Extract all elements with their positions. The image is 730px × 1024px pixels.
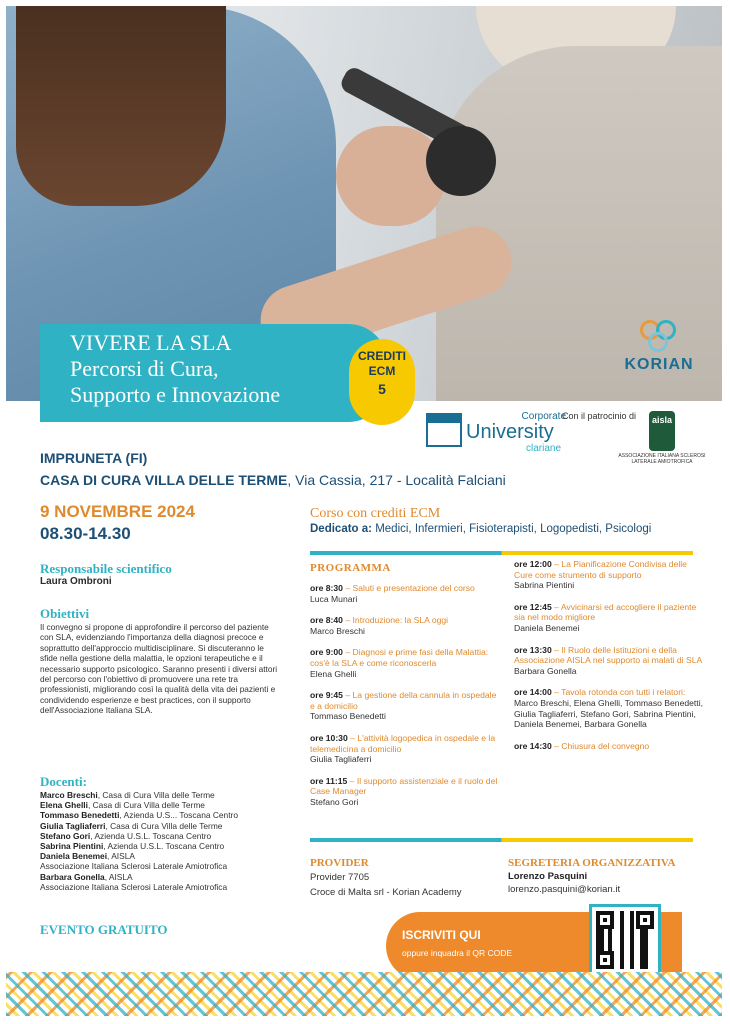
korian-name: KORIAN bbox=[624, 356, 694, 373]
programme-item: ore 11:15 – Il supporto assistenziale e il ruolo del Case Manager Stefano Gori bbox=[310, 775, 498, 807]
docente-item: Barbara Gonella, AISLA bbox=[40, 871, 133, 882]
dumbbell-weight bbox=[426, 126, 496, 196]
aisla-mark: aisla bbox=[649, 411, 675, 451]
responsabile-name: Laura Ombroni bbox=[40, 576, 112, 587]
register-qr-hint: oppure inquadra il QR CODE bbox=[402, 948, 513, 958]
course-title: Corso con crediti ECM bbox=[310, 506, 441, 521]
programme-item: ore 9:00 – Diagnosi e prime fasi della Malattia: cos'è la SLA e come riconoscerla Elena Ghelli bbox=[310, 647, 489, 679]
credits-value: 5 bbox=[378, 381, 386, 397]
docenti-title: Docenti: bbox=[40, 774, 87, 789]
title-line-1: VIVERE LA SLA bbox=[70, 330, 232, 355]
docente-item: Stefano Gori, Azienda U.S.L. Toscana Centro bbox=[40, 830, 212, 841]
korian-logo bbox=[604, 318, 714, 374]
ecm-credits-badge bbox=[349, 339, 415, 425]
programme-left-column bbox=[310, 583, 500, 819]
venue-city: IMPRUNETA (FI) bbox=[40, 450, 148, 466]
docente-item: Tommaso Benedetti, Azienda U.S... Toscana Centro bbox=[40, 810, 238, 821]
divider-bottom bbox=[310, 838, 693, 842]
secretariat-email[interactable]: lorenzo.pasquini@korian.it bbox=[508, 884, 621, 895]
audience-label: Dedicato a: bbox=[310, 523, 372, 535]
venue-address: , Via Cassia, 217 - Località Falciani bbox=[287, 472, 506, 488]
provider-name: Croce di Malta srl - Korian Academy bbox=[310, 887, 462, 898]
venue-name: CASA DI CURA VILLA DELLE TERME bbox=[40, 472, 288, 488]
title-banner bbox=[40, 324, 388, 422]
docente-item: Marco Breschi, Casa di Cura Villa delle Terme bbox=[40, 790, 215, 800]
corporate-label: Corporate bbox=[521, 411, 566, 422]
audience-value: Medici, Infermieri, Fisioterapisti, Logopedisti, Psicologi bbox=[372, 523, 652, 535]
programme-item: ore 14:00 – Tavola rotonda con tutti i relatori: Marco Breschi, Elena Ghelli, Tommaso Benedetti, Giulia Tagliaferri, Stefano Gori, Sabrina Pientini, Daniela Benemei, Barbara Gonella bbox=[514, 687, 703, 730]
programme-item: ore 8:40 – Introduzione: la SLA oggi Marco Breschi bbox=[310, 615, 449, 636]
credits-ecm-label: ECM bbox=[368, 364, 396, 378]
university-label: University bbox=[466, 421, 554, 443]
obiettivi-title: Obiettivi bbox=[40, 606, 90, 621]
patronage-label: Con il patrocinio di bbox=[562, 411, 637, 421]
docente-item: Sabrina Pientini, Azienda U.S.L. Toscana Centro bbox=[40, 841, 225, 852]
programme-item: ore 14:30 – Chiusura del convegno bbox=[514, 740, 650, 751]
divider-top bbox=[310, 551, 693, 555]
responsabile-title: Responsabile scientifico bbox=[40, 561, 172, 576]
event-date: 9 NOVEMBRE 2024 bbox=[40, 502, 195, 521]
title-line-2: Percorsi di Cura, bbox=[70, 356, 219, 381]
credits-label: CREDITI bbox=[358, 349, 406, 363]
decorative-pattern bbox=[6, 972, 722, 1016]
programme-item: ore 8:30 – Saluti e presentazione del corso Luca Munari bbox=[310, 583, 475, 604]
register-label: ISCRIVITI QUI bbox=[402, 928, 481, 942]
course-audience bbox=[310, 523, 651, 535]
event-poster bbox=[6, 6, 722, 1016]
qr-code-icon[interactable] bbox=[589, 904, 661, 976]
provider-id: Provider 7705 bbox=[310, 872, 370, 883]
programme-item: ore 10:30 – L'attività logopedica in ospedale e la telemedicina a domicilio Giulia Tagliaferri bbox=[310, 732, 496, 765]
aisla-logo bbox=[618, 411, 706, 465]
provider-title: PROVIDER bbox=[310, 857, 369, 869]
programme-title: PROGRAMMA bbox=[310, 562, 391, 574]
free-event-label: EVENTO GRATUITO bbox=[40, 922, 168, 937]
programme-item: ore 9:45 – La gestione della cannula in ospedale e a domicilio Tommaso Benedetti bbox=[310, 690, 497, 722]
corporate-university-logo bbox=[426, 411, 566, 454]
programme-item: ore 13:30 – Il Ruolo delle Istituzioni e della Associazione AISLA nel supporto ai malati di SLA Barbara Gonella bbox=[514, 644, 703, 676]
venue-line bbox=[40, 472, 506, 488]
programme-right-column bbox=[514, 559, 704, 762]
university-building-icon bbox=[426, 413, 462, 447]
obiettivi-text: Il convegno si propone di approfondire il percorso del paziente con SLA, evidenziando l'importanza della diagnosi precoce e soprattutto dell'approccio multidisciplinare. Si discuteranno le sfide nella gestione della malattia, le opzioni terapeutiche e il necessario supporto psicologico. Saranno presenti i diversi attori del percorso con l'obiettivo di promuovere una rete tra professionisti, migliorando così la qualità della vita dei pazienti e condividendo esperienze e best practices, con il supporto dell'Associazione Italiana SLA. bbox=[40, 622, 278, 716]
nurse-hair bbox=[16, 6, 226, 206]
docente-item: Giulia Tagliaferri, Casa di Cura Villa delle Terme bbox=[40, 820, 223, 831]
docente-item: Elena Ghelli, Casa di Cura Villa delle Terme bbox=[40, 800, 205, 811]
docente-affiliation: Associazione Italiana Sclerosi Laterale Amiotrofica bbox=[40, 881, 228, 892]
korian-mark-icon bbox=[636, 318, 682, 354]
docenti-list bbox=[40, 790, 290, 892]
title-line-3: Supporto e Innovazione bbox=[70, 382, 281, 407]
secretariat-name: Lorenzo Pasquini bbox=[508, 871, 588, 882]
docente-item: Daniela Benemei, AISLA bbox=[40, 851, 135, 862]
programme-item: ore 12:00 – La Pianificazione Condivisa delle Cure come strumento di supporto Sabrina Pientini bbox=[514, 559, 687, 591]
aisla-subtitle: ASSOCIAZIONE ITALIANA SCLEROSI LATERALE AMIOTROFICA bbox=[618, 453, 706, 465]
clariane-label: clariane bbox=[526, 443, 562, 454]
event-time: 08.30-14.30 bbox=[40, 524, 131, 543]
programme-item: ore 12:45 – Avvicinarsi ed accogliere il paziente sia nel modo migliore Daniela Benemei bbox=[514, 601, 697, 633]
secretariat-title: SEGRETERIA ORGANIZZATIVA bbox=[508, 857, 676, 869]
docente-affiliation: Associazione Italiana Sclerosi Laterale Amiotrofica bbox=[40, 861, 228, 872]
